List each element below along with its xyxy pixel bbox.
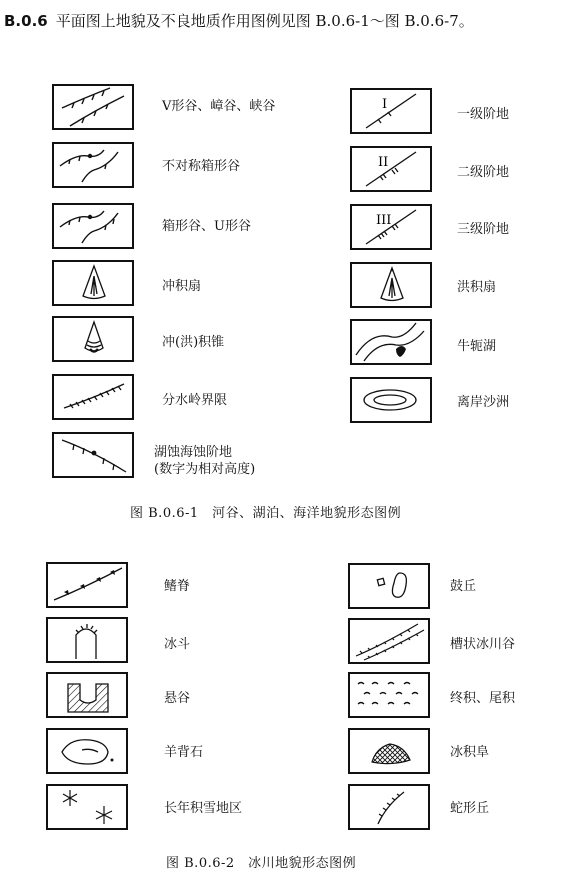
legend-label: 二级阶地 bbox=[457, 165, 510, 180]
second-terrace-icon bbox=[350, 146, 432, 192]
legend-label: 终积、尾积 bbox=[450, 691, 516, 706]
alluvial-cone-icon bbox=[52, 316, 134, 362]
roche-moutonnee-icon bbox=[46, 728, 128, 774]
box-u-valley-icon bbox=[52, 203, 134, 249]
legend-label: 冰斗 bbox=[164, 637, 191, 652]
legend-label: 长年积雪地区 bbox=[164, 801, 243, 816]
legend-label: 蛇形丘 bbox=[450, 801, 490, 816]
legend-label: 鳍脊 bbox=[164, 579, 191, 594]
third-terrace-icon bbox=[350, 204, 432, 250]
legend-label: 三级阶地 bbox=[457, 222, 510, 237]
oxbow-lake-icon bbox=[350, 319, 432, 365]
intro-paragraph bbox=[4, 6, 562, 37]
perennial-snow-icon bbox=[46, 784, 128, 830]
esker-icon bbox=[348, 784, 430, 830]
figure-caption: 图 B.0.6-1 河谷、湖泊、海洋地貌形态图例 bbox=[130, 506, 402, 521]
legend-label: 箱形谷、U形谷 bbox=[162, 219, 251, 234]
intro-text: 平面图上地貌及不良地质作用图例见图 B.0.6-1～图 B.0.6-7。 bbox=[55, 12, 474, 30]
legend-label: 洪积扇 bbox=[457, 280, 497, 295]
roman-numeral: I bbox=[382, 97, 388, 112]
section-number: B.0.6 bbox=[4, 12, 48, 30]
asymmetric-box-valley-icon bbox=[52, 142, 134, 188]
legend-label: 冰积阜 bbox=[450, 745, 490, 760]
lake-sea-erosion-terrace-icon bbox=[52, 432, 134, 478]
legend-label: 悬谷 bbox=[164, 691, 191, 706]
legend-label: 羊背石 bbox=[164, 745, 204, 760]
offshore-bar-icon bbox=[350, 377, 432, 423]
figure-caption: 图 B.0.6-2 冰川地貌形态图例 bbox=[166, 856, 357, 871]
legend-label: 冲(洪)积锥 bbox=[162, 335, 225, 350]
v-valley-icon bbox=[52, 84, 134, 130]
pluvial-fan-icon bbox=[350, 262, 432, 308]
legend-label: 牛轭湖 bbox=[457, 339, 497, 354]
roman-numeral: III bbox=[376, 213, 392, 228]
drumlin-icon bbox=[348, 563, 430, 609]
legend-label: 冲积扇 bbox=[162, 279, 202, 294]
terminal-moraine-icon bbox=[348, 672, 430, 718]
legend-label: V形谷、嶂谷、峡谷 bbox=[162, 99, 276, 114]
trough-glacial-valley-icon bbox=[348, 618, 430, 664]
kame-icon bbox=[348, 728, 430, 774]
legend-label: 槽状冰川谷 bbox=[450, 637, 516, 652]
cirque-icon bbox=[46, 617, 128, 663]
fin-ridge-icon bbox=[46, 562, 128, 608]
legend-label: 分水岭界限 bbox=[162, 393, 228, 408]
hanging-valley-icon bbox=[46, 672, 128, 718]
alluvial-fan-icon bbox=[52, 260, 134, 306]
watershed-boundary-icon bbox=[52, 374, 134, 420]
first-terrace-icon bbox=[350, 88, 432, 134]
legend-label: 不对称箱形谷 bbox=[162, 159, 241, 174]
legend-label: 湖蚀海蚀阶地 bbox=[154, 445, 233, 460]
legend-label-note: (数字为相对高度) bbox=[154, 462, 256, 477]
roman-numeral: II bbox=[378, 155, 389, 170]
legend-label: 鼓丘 bbox=[450, 579, 477, 594]
legend-label: 一级阶地 bbox=[457, 107, 510, 122]
legend-label: 离岸沙洲 bbox=[457, 395, 510, 410]
